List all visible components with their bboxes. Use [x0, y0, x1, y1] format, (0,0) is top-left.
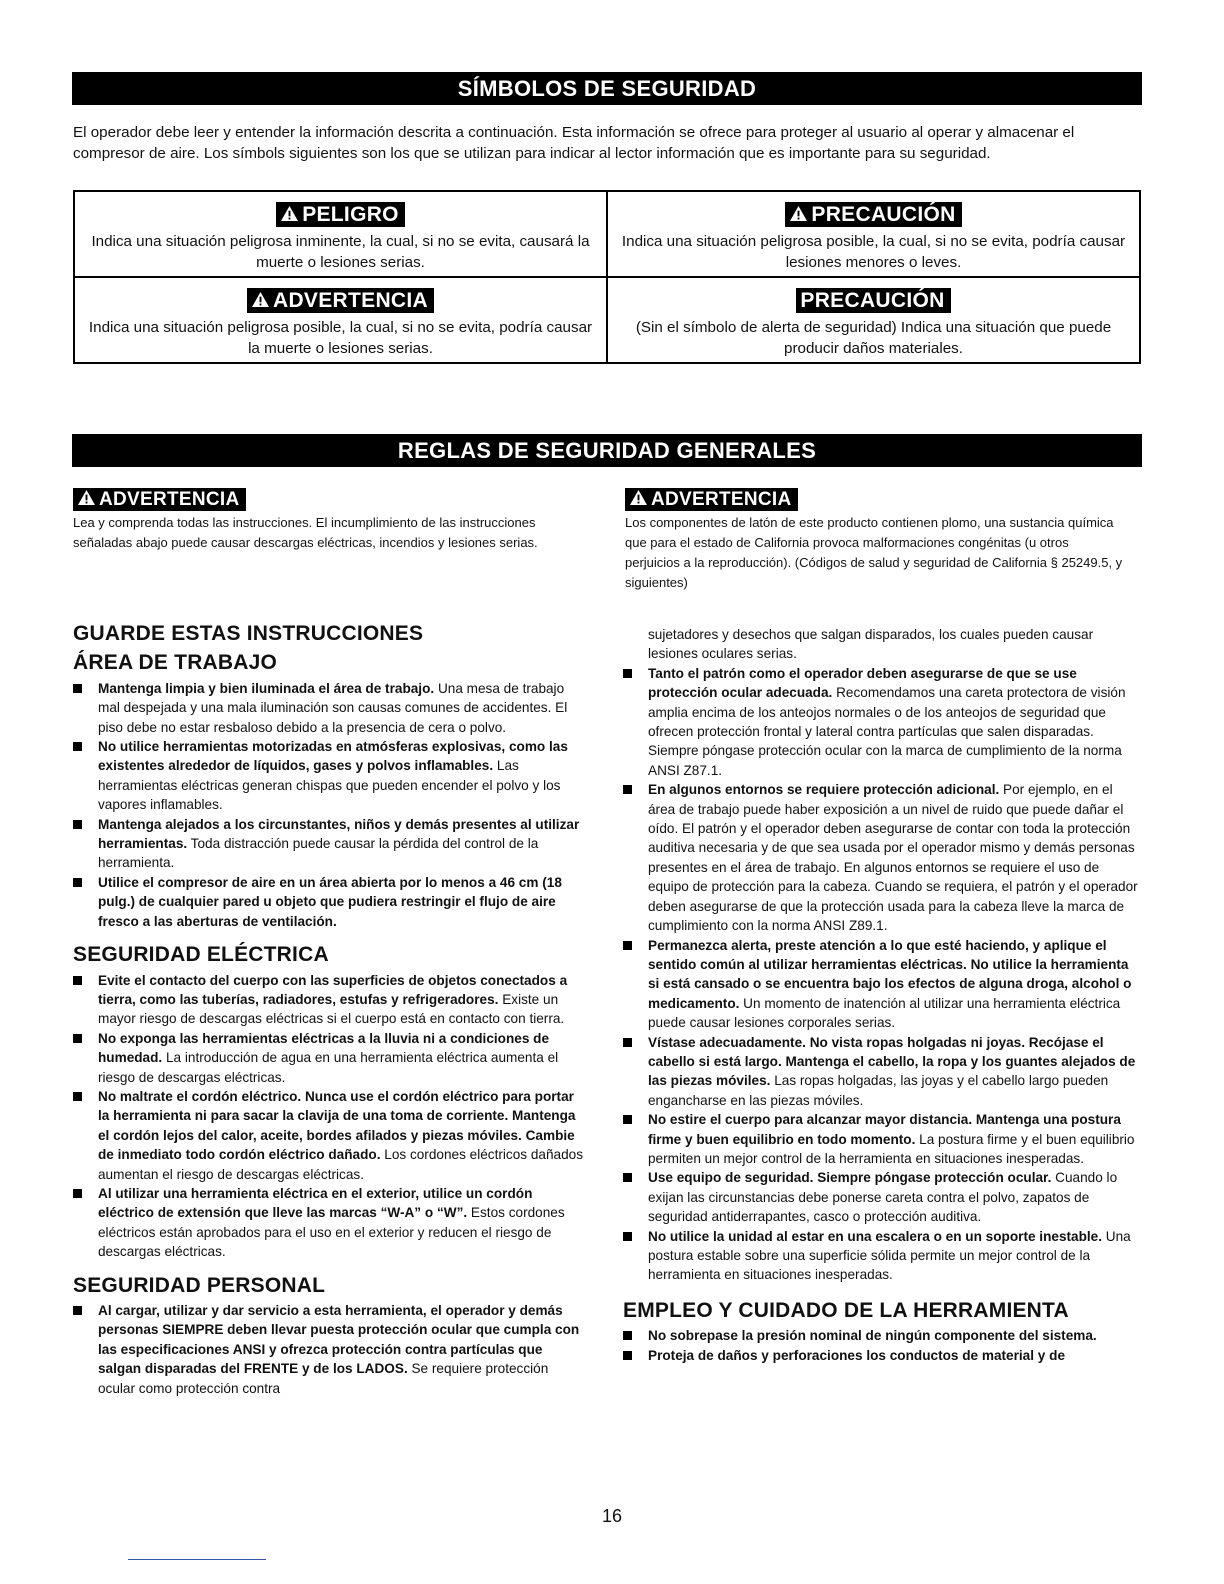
item-text: Una postura estable sobre una superficie sólida permite un mejor control de la herramienta en situaciones inesperadas.	[648, 1228, 1131, 1283]
tag-label: ADVERTENCIA	[99, 489, 240, 510]
item-text: Recomendamos una careta protectora de visión amplia encima de los anteojos normales o de los anteojos de seguridad que ofrecen protección frontal y lateral contra partículas que salen disparadas. Siempre póngase protección ocular con la marca de cumplimiento de la norma ANSI Z87.1.	[648, 685, 1126, 778]
list-item	[623, 1326, 1143, 1345]
item-bold: No estire el cuerpo para alcanzar mayor distancia. Mantenga una postura firme y buen equilibrio en todo momento.	[648, 1112, 1121, 1147]
item-text: Las ropas holgadas, las joyas y el cabello largo pueden engancharse en las piezas móviles.	[648, 1073, 1109, 1108]
item-text: Las herramientas eléctricas generan chispas que pueden encender el polvo y los vapores inflamables.	[98, 758, 561, 813]
symbol-cell-peligro	[74, 191, 607, 277]
list-item	[73, 815, 588, 873]
item-text: Un momento de inatención al utilizar una herramienta eléctrica puede causar lesiones corporales serias.	[648, 995, 1121, 1031]
item-text: Se requiere protección ocular como protección contra	[98, 1361, 549, 1396]
list-item	[73, 971, 588, 1029]
list-item	[73, 679, 588, 737]
list-item	[623, 1110, 1143, 1168]
tag-label: ADVERTENCIA	[273, 289, 428, 312]
item-bold: Al utilizar una herramienta eléctrica en el exterior, utilice un cordón eléctrico de extensión que lleve las marcas “W-A” o “W”.	[98, 1185, 533, 1221]
item-bold: No maltrate el cordón eléctrico. Nunca use el cordón eléctrico para portar la herramienta ni para sacar la clavija de una toma de corriente. Mantenga el cordón lejos del calor, aceite, bordes afilados y piezas móviles. Cambie de inmediato todo cordón eléctrico dañado.	[98, 1088, 576, 1163]
list-item	[623, 780, 1143, 935]
warning-text: Lea y comprenda todas las instrucciones. El incumplimiento de las instrucciones señaladas abajo puede causar descargas eléctricas, incendios y lesiones serias.	[73, 515, 538, 550]
item-bold: Vístase adecuadamente. No vista ropas holgadas ni joyas. Recójase el cabello si está largo. Mantenga el cabello, la ropa y los guantes alejados de las piezas móviles.	[648, 1034, 1136, 1089]
item-text: Cuando lo exijan las circunstancias debe ponerse careta contra el polvo, zapatos de seguridad antiderrapantes, casco o protección auditiva.	[648, 1170, 1118, 1225]
precaucion-tag	[785, 202, 961, 227]
precaucion-plain-tag	[796, 288, 950, 313]
electrica-list	[73, 971, 588, 1262]
continued-text: sujetadores y desechos que salgan disparados, los cuales pueden causar lesiones oculares serias.	[648, 627, 1094, 662]
heading-empleo-cuidado: EMPLEO Y CUIDADO DE LA HERRAMIENTA	[623, 1298, 1069, 1322]
advertencia-tag	[625, 488, 798, 511]
warning-left	[73, 488, 563, 553]
warning-triangle-icon	[280, 205, 299, 222]
empleo-list	[623, 1326, 1143, 1365]
tag-label: PRECAUCIÓN	[811, 203, 956, 226]
heading-area-trabajo: ÁREA DE TRABAJO	[73, 651, 278, 675]
left-column	[73, 624, 588, 1398]
item-text: Los cordones eléctricos dañados aumentan el riesgo de descargas eléctricas.	[98, 1147, 584, 1182]
list-item	[623, 664, 1143, 780]
list-item	[73, 1184, 588, 1262]
heading-guarde: GUARDE ESTAS INSTRUCCIONES	[73, 622, 424, 645]
advertencia-tag	[73, 488, 246, 511]
symbol-text: Indica una situación peligrosa posible, la cual, si no se evita, podría causar la muerte o lesiones serias.	[88, 319, 593, 357]
right-column	[623, 625, 1143, 1365]
item-bold: Tanto el patrón como el operador deben asegurarse de que se use protección ocular adecuada.	[648, 665, 1077, 701]
area-list	[73, 679, 588, 931]
footer-divider	[128, 1559, 266, 1560]
heading-seguridad-electrica: SEGURIDAD ELÉCTRICA	[73, 943, 329, 967]
item-bold: Mantenga alejados a los circunstantes, niños y demás presentes al utilizar herramientas.	[98, 816, 580, 852]
list-item	[623, 1033, 1143, 1111]
warning-triangle-icon	[629, 489, 648, 506]
item-text: La postura firme y el buen equilibrio permiten un mejor control de la herramienta en situaciones inesperadas.	[648, 1131, 1135, 1166]
item-text: Estos cordones eléctricos están aprobados para el uso en el exterior y reducen el riesgo de descargas eléctricas.	[98, 1205, 565, 1260]
item-bold: No sobrepase la presión nominal de ningún componente del sistema.	[648, 1328, 1097, 1344]
item-text: Existe un mayor riesgo de descargas eléctricas si el cuerpo está en contacto con tierra.	[98, 991, 565, 1027]
advertencia-tag	[247, 288, 434, 313]
list-item	[73, 1301, 588, 1398]
tag-label: PRECAUCIÓN	[800, 289, 945, 312]
symbol-cell-precaucion-no-icon	[607, 277, 1140, 363]
rules-banner: REGLAS DE SEGURIDAD GENERALES	[72, 434, 1142, 467]
symbols-intro: El operador debe leer y entender la información descrita a continuación. Esta información se ofrece para proteger al usuario al operar y almacenar el compresor de aire. Los símbols siguientes son los que se utilizan para indicar al lector información que es importante para su seguridad.	[73, 124, 1075, 162]
symbol-cell-advertencia	[74, 277, 607, 363]
symbol-cell-precaucion	[607, 191, 1140, 277]
heading-seguridad-personal: SEGURIDAD PERSONAL	[73, 1273, 326, 1297]
warning-text: Los componentes de latón de este producto contienen plomo, una sustancia química que para el estado de California provoca malformaciones congénitas (u otros perjuicios a la reproducción). (Códigos de salud y seguridad de California § 25249.5, y siguientes)	[625, 515, 1123, 590]
symbol-text: Indica una situación peligrosa inminente, la cual, si no se evita, causará la muerte o lesiones serias.	[91, 233, 590, 271]
list-item	[73, 873, 588, 931]
symbols-banner: SÍMBOLOS DE SEGURIDAD	[72, 72, 1142, 105]
item-bold: No exponga las herramientas eléctricas a la lluvia ni a condiciones de humedad.	[98, 1030, 550, 1066]
item-bold: Proteja de daños y perforaciones los conductos de material y de	[648, 1347, 1065, 1363]
item-bold: Mantenga limpia y bien iluminada el área de trabajo.	[98, 680, 435, 696]
tag-label: ADVERTENCIA	[651, 489, 792, 510]
item-bold: Permanezca alerta, preste atención a lo que esté haciendo, y aplique el sentido común al utilizar herramientas eléctricas. No utilice la herramienta si está cansado o se encuentra bajo los efectos de alguna droga, alcohol o medicamento.	[648, 937, 1132, 1011]
page-number: 16	[601, 1506, 623, 1526]
list-item	[73, 1087, 588, 1184]
symbol-text: (Sin el símbolo de alerta de seguridad) Indica una situación que puede producir daños materiales.	[635, 319, 1112, 357]
item-text: Por ejemplo, en el área de trabajo puede haber exposición a un nivel de ruido que puede dañar el oído. El patrón y el operador deben asegurarse de contar con toda la protección auditiva necesaria y de que sea usada por el operador mismo y demás personas presentes en el área de trabajo. En algunos entornos se requiere el uso de equipo de protección para la cabeza. Cuando se requiera, el patrón y el operador deben asegurarse de que la protección usada para la cabeza lleve la marca de cumplimiento con la norma ANSI Z89.1.	[648, 782, 1138, 934]
list-item	[623, 1346, 1143, 1365]
item-bold: Utilice el compresor de aire en un área abierta por lo menos a 46 cm (18 pulg.) de cualquier pared u objeto que pudiera restringir el flujo de aire fresco a las aberturas de ventilación.	[98, 874, 562, 929]
symbols-table	[73, 190, 1141, 364]
warning-triangle-icon	[789, 205, 808, 222]
item-bold: No utilice herramientas motorizadas en atmósferas explosivas, como las existentes alrededor de líquidos, gases y polvos inflamables.	[98, 739, 568, 774]
warning-triangle-icon	[77, 489, 96, 506]
item-text: Una mesa de trabajo mal despejada y una mala iluminación son causas comunes de accidentes. El piso debe no estar resbaloso debido a la presencia de cera o polvo.	[98, 680, 568, 735]
list-item	[73, 737, 588, 815]
item-bold: Evite el contacto del cuerpo con las superficies de objetos conectados a tierra, como las tuberías, radiadores, estufas y refrigeradores.	[98, 972, 568, 1007]
item-bold: Al cargar, utilizar y dar servicio a esta herramienta, el operador y demás personas SIEMPRE deben llevar puesta protección ocular que cumpla con las especificaciones ANSI y ofrezca protección contra partículas que salgan disparadas del FRENTE y de los LADOS.	[98, 1303, 580, 1377]
list-item	[623, 1227, 1143, 1285]
item-bold: No utilice la unidad al estar en una escalera o en un soporte inestable.	[648, 1228, 1103, 1244]
item-text: Toda distracción puede causar la pérdida del control de la herramienta.	[98, 836, 539, 871]
list-item	[623, 1168, 1143, 1226]
list-item	[73, 1029, 588, 1087]
warning-triangle-icon	[251, 291, 270, 308]
item-text: La introducción de agua en una herramienta eléctrica aumenta el riesgo de descargas eléctricas.	[98, 1050, 559, 1085]
personal-list	[73, 1301, 588, 1398]
warning-right	[625, 488, 1125, 593]
peligro-tag	[276, 202, 405, 227]
list-item	[623, 936, 1143, 1033]
personal-list-continued	[623, 664, 1143, 1285]
tag-label: PELIGRO	[302, 203, 399, 226]
item-bold: Use equipo de seguridad. Siempre póngase protección ocular.	[648, 1170, 1052, 1186]
symbol-text: Indica una situación peligrosa posible, la cual, si no se evita, podría causar lesiones menores o leves.	[621, 233, 1126, 271]
item-bold: En algunos entornos se requiere protección adicional.	[648, 782, 1000, 798]
